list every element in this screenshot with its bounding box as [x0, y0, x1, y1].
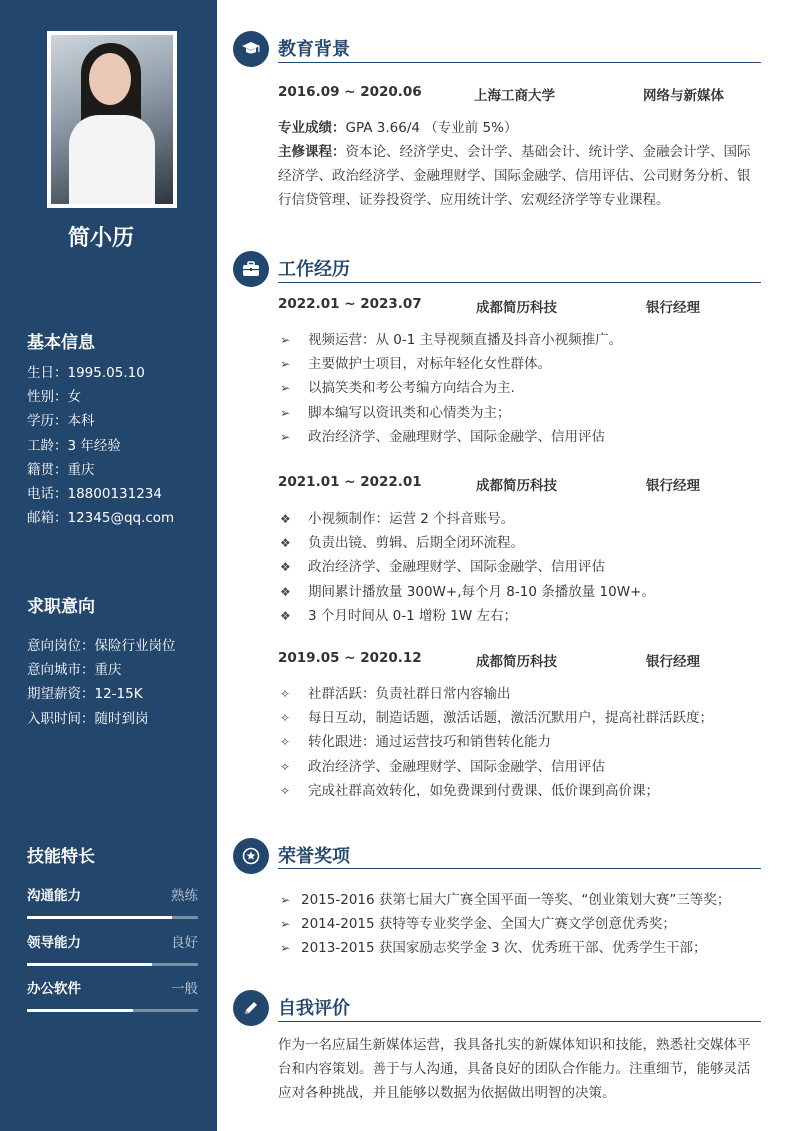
education-major: 网络与新媒体 — [643, 88, 724, 104]
skill-bar — [27, 916, 198, 919]
skill-name: 办公软件 — [27, 981, 81, 997]
list-item: ❖ 期间累计播放量 300W+,每个月 8-10 条播放量 10W+。 — [278, 580, 763, 604]
basic-info-item: 学历：本科 — [27, 413, 95, 430]
list-item: ❖ 小视频制作：运营 2 个抖音账号。 — [278, 507, 763, 531]
job-date: 2019.05 ~ 2020.12 — [278, 650, 422, 666]
basic-info-title: 基本信息 — [27, 333, 95, 353]
diamond-bullet-icon: ❖ — [280, 584, 291, 599]
skill-bar-fill — [27, 963, 152, 966]
self-evaluation-title: 自我评价 — [278, 998, 350, 1019]
basic-info-item: 电话：18800131234 — [27, 486, 162, 503]
diamond-bullet-icon: ❖ — [280, 560, 291, 575]
profile-photo — [51, 35, 173, 204]
education-courses-line — [278, 140, 763, 212]
section-divider — [278, 62, 761, 63]
arrow-bullet-icon: ➢ — [280, 381, 291, 396]
job-company: 成都简历科技 — [476, 654, 557, 670]
candidate-name: 简小历 — [67, 226, 134, 251]
job-intent-item: 意向城市：重庆 — [27, 662, 122, 679]
skill-bar — [27, 1009, 198, 1012]
skill-level: 熟练 — [171, 888, 198, 904]
courses-value: 资本论、经济学史、会计学、基础会计、统计学、金融会计学、国际经济学、政治经济学、金融理财学、国际金融学、信用评估、公司财务分析、银行信贷管理、证券投资学、应用统计学、宏观经济学等专业课程。 — [278, 144, 751, 208]
honors-title: 荣誉奖项 — [278, 846, 350, 867]
score-value: GPA 3.66/4 （专业前 5%） — [345, 120, 518, 136]
pen-icon — [233, 990, 269, 1026]
graduation-cap-icon — [233, 31, 269, 67]
medal-icon — [233, 838, 269, 874]
list-item: ✧ 每日互动，制造话题，激活话题，激活沉默用户，提高社群活跃度； — [278, 706, 763, 730]
job-role: 银行经理 — [646, 300, 700, 316]
job-date: 2022.01 ~ 2023.07 — [278, 296, 422, 312]
list-item: ❖ 3 个月时间从 0-1 增粉 1W 左右； — [278, 604, 763, 628]
star-bullet-icon: ✧ — [280, 735, 291, 750]
arrow-bullet-icon: ➢ — [280, 429, 291, 444]
score-label: 专业成绩： — [278, 120, 346, 136]
skill-level: 一般 — [171, 981, 198, 997]
list-item: ➢ 2014-2015 获特等专业奖学金、全国大广赛文学创意优秀奖； — [278, 912, 763, 936]
job-intent-item: 入职时间：随时到岗 — [27, 710, 149, 727]
list-item: ✧ 完成社群高效转化，如免费课到付费课、低价课到高价课； — [278, 779, 763, 803]
arrow-bullet-icon: ➢ — [280, 893, 291, 907]
job-role: 银行经理 — [646, 654, 700, 670]
diamond-bullet-icon: ❖ — [280, 512, 291, 526]
skills-title: 技能特长 — [27, 847, 95, 867]
diamond-bullet-icon: ❖ — [280, 608, 291, 623]
basic-info-list — [27, 361, 174, 530]
job-intent-list — [27, 634, 176, 731]
list-item: ➢ 政治经济学、金融理财学、国际金融学、信用评估 — [278, 425, 763, 449]
job-date: 2021.01 ~ 2022.01 — [278, 474, 422, 490]
list-item: ➢ 主要做护士项目，对标年轻化女性群体。 — [278, 352, 763, 376]
list-item: ➢ 脚本编写以资讯类和心情类为主； — [278, 401, 763, 425]
job-duties — [278, 328, 763, 449]
courses-label: 主修课程： — [278, 144, 346, 160]
list-item: ❖ 负责出镜、剪辑、后期全闭环流程。 — [278, 531, 763, 555]
list-item: ➢ 以搞笑类和考公考编方向结合为主. — [278, 376, 763, 400]
basic-info-item: 工龄：3 年经验 — [27, 437, 121, 454]
work-title: 工作经历 — [278, 259, 350, 280]
education-score-line — [278, 116, 763, 140]
basic-info-item: 邮箱：12345@qq.com — [27, 510, 175, 527]
education-title: 教育背景 — [278, 39, 350, 60]
arrow-bullet-icon: ➢ — [280, 405, 291, 420]
profile-photo-frame — [47, 31, 177, 208]
list-item: ➢ 2015-2016 获第七届大广赛全国平面一等奖、“创业策划大赛”三等奖； — [278, 888, 763, 912]
skill-level: 良好 — [171, 935, 198, 951]
skill-bar-fill — [27, 1009, 133, 1012]
skill-office-software — [27, 977, 198, 1012]
education-date: 2016.09 ~ 2020.06 — [278, 84, 422, 100]
basic-info-item: 生日：1995.05.10 — [27, 365, 145, 381]
basic-info-item: 性别：女 — [27, 389, 81, 406]
arrow-bullet-icon: ➢ — [280, 333, 291, 347]
skill-bar-fill — [27, 916, 172, 919]
education-details — [278, 116, 763, 212]
section-divider — [278, 282, 761, 283]
diamond-bullet-icon: ❖ — [280, 536, 291, 551]
briefcase-icon — [233, 251, 269, 287]
job-duties — [278, 507, 763, 628]
star-bullet-icon: ✧ — [280, 687, 291, 701]
list-item: ✧ 社群活跃：负责社群日常内容输出 — [278, 682, 763, 706]
education-school: 上海工商大学 — [474, 88, 555, 104]
star-bullet-icon: ✧ — [280, 711, 291, 726]
list-item: ✧ 转化跟进：通过运营技巧和销售转化能力 — [278, 730, 763, 754]
honors-list — [278, 888, 763, 961]
section-divider — [278, 868, 761, 869]
skill-communication — [27, 884, 198, 919]
list-item: ➢ 视频运营：从 0-1 主导视频直播及抖音小视频推广。 — [278, 328, 763, 352]
job-intent-title: 求职意向 — [27, 597, 95, 617]
list-item: ➢ 2013-2015 获国家励志奖学金 3 次、优秀班干部、优秀学生干部； — [278, 936, 763, 960]
job-duties — [278, 682, 763, 803]
star-bullet-icon: ✧ — [280, 759, 291, 774]
basic-info-item: 籍贯：重庆 — [27, 461, 95, 478]
section-divider — [278, 1021, 761, 1022]
skill-name: 领导能力 — [27, 935, 81, 951]
self-evaluation-text: 作为一名应届生新媒体运营，我具备扎实的新媒体知识和技能，熟悉社交媒体平台和内容策划。善于与人沟通，具备良好的团队合作能力。注重细节，能够灵活应对各种挑战，并且能够以数据为依据做出明智的决策。 — [278, 1037, 751, 1101]
sidebar — [0, 0, 217, 1131]
arrow-bullet-icon: ➢ — [280, 917, 291, 932]
list-item: ❖ 政治经济学、金融理财学、国际金融学、信用评估 — [278, 555, 763, 579]
star-bullet-icon: ✧ — [280, 783, 291, 798]
job-company: 成都简历科技 — [476, 300, 557, 316]
job-role: 银行经理 — [646, 478, 700, 494]
job-company: 成都简历科技 — [476, 478, 557, 494]
job-intent-item: 意向岗位：保险行业岗位 — [27, 638, 176, 654]
list-item: ✧ 政治经济学、金融理财学、国际金融学、信用评估 — [278, 755, 763, 779]
skill-name: 沟通能力 — [27, 888, 81, 904]
skill-bar — [27, 963, 198, 966]
arrow-bullet-icon: ➢ — [280, 357, 291, 372]
skill-leadership — [27, 931, 198, 966]
arrow-bullet-icon: ➢ — [280, 941, 291, 956]
job-intent-item: 期望薪资：12-15K — [27, 686, 143, 703]
